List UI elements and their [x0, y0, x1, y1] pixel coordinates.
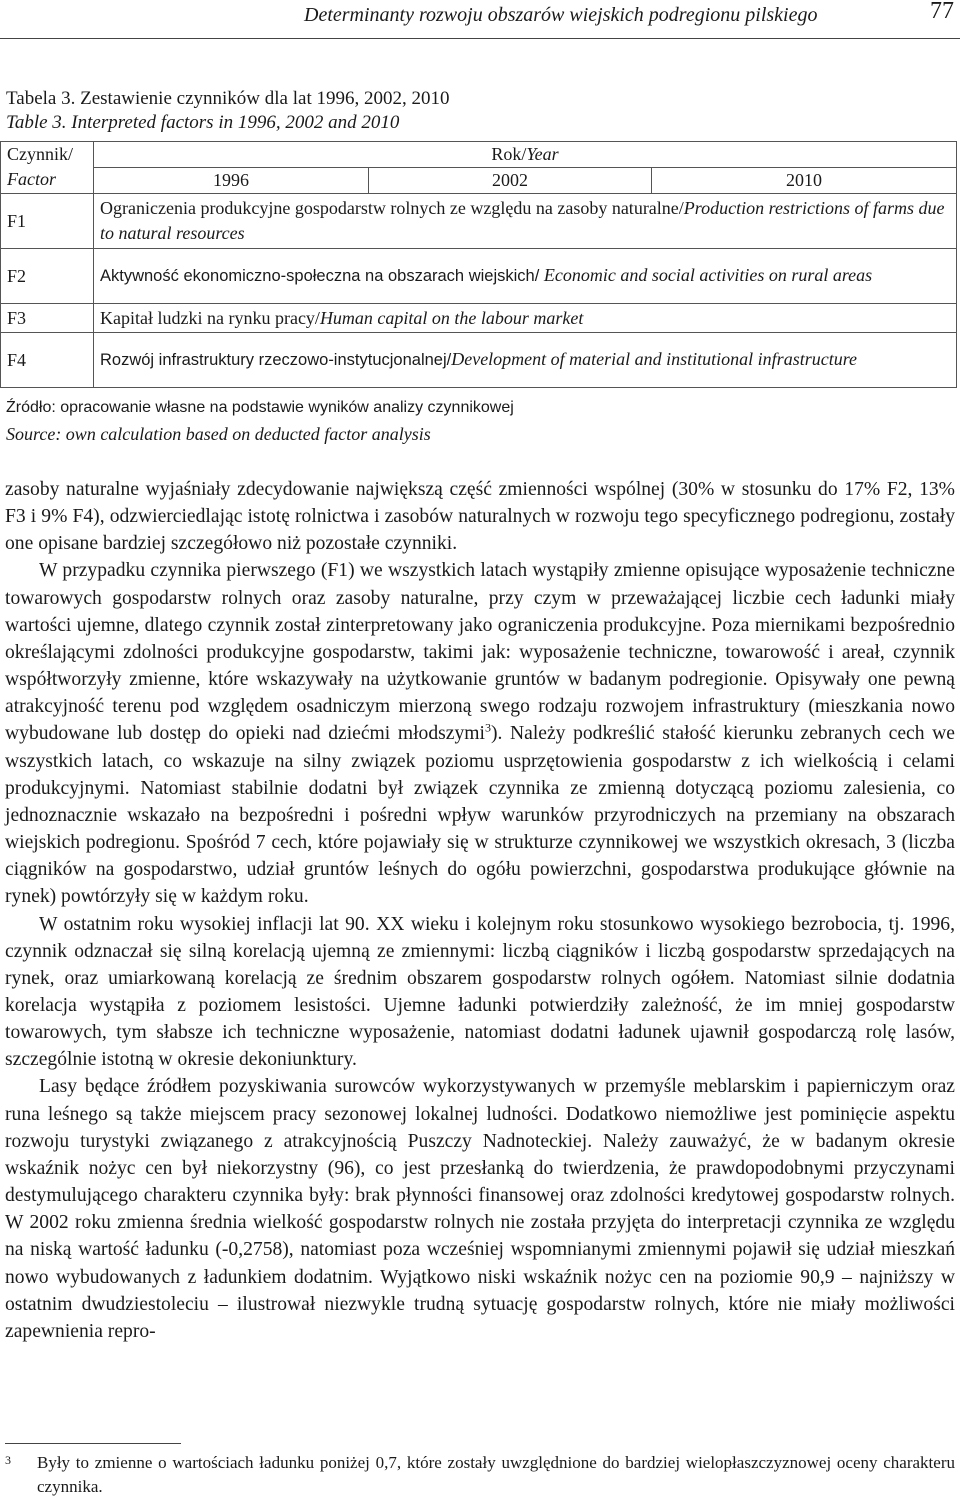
factor-id: F2 — [1, 249, 94, 304]
year-header-pl: Rok/ — [491, 144, 527, 164]
table-row — [1, 249, 957, 304]
year-header-cell — [94, 142, 957, 168]
paragraph: W ostatnim roku wysokiej inflacji lat 90. XX wieku i kolejnym roku stosunkowo wysokiego bezrobocia, tj. 1996, czynnik odznaczał się silną korelacją ujemną ze zmiennymi: liczbą ciągników i liczbą gospodarstw sprzedających na rynek, oraz umiarkowaną korelacją ze średnim obszarem gospodarstw rolnych ogółem. Natomiast silnie dodatnia korelacja wystąpiła z poziomem lesistości. Ujemne ładunki potwierdziły zależność, że im mniej gospodarstw towarowych, tym słabsze ich techniczne wyposażenie, natomiast dodatni ładunek ujawnił gospodarczą rolę lasów, szczególnie istotną w okresie dekoniunktury. — [5, 913, 955, 1071]
factor-desc-en: Human capital on the labour market — [319, 307, 584, 328]
year-cell: 2010 — [652, 168, 957, 194]
factor-description — [94, 249, 957, 304]
factor-header-pl: Czynnik/ — [7, 144, 73, 164]
factor-desc-pl: Aktywność ekonomiczno-społeczna na obszarach wiejskich/ — [100, 267, 544, 285]
table-row — [1, 333, 957, 388]
paragraph: Lasy będące źródłem pozyskiwania surowców wykorzystywanych w przemyśle meblarskim i papierniczym oraz runa leśnego są także miejscem pracy sezonowej lokalnej ludności. Dodatkowo niemożliwe jest pominięcie aspektu rozwoju turystyki związanego z atrakcyjnością Puszczy Nadnoteckiej. Należy zauważyć, że w badanym okresie wskaźnik nożyc cen był niekorzystny (96), co jest przesłanką do twierdzenia, że prawdopodobnymi przyczynami destymulującego charakteru czynnika były: brak płynności finansowej oraz zdolności kredytowej gospodarstw rolnych. W 2002 roku zmienna średnia wielkość gospodarstw rolnych nie została przyjęta do interpretacji czynnika ze względu na niską wartość ładunku (-0,2758), natomiast poza wcześniej wspomnianymi zmiennymi pojawił się udział mieszkań nowo wybudowanych z ładunkiem dodatnim. Wyjątkowo niski wskaźnik nożyc cen na poziomie 90,9 – najniższy w ostatnim dwudziestoleciu – ilustrował niezwykle trudną sytuację gospodarstw rolnych, które nie miały możliwości zapewnienia repro- — [5, 1076, 955, 1342]
body-text — [5, 476, 955, 1345]
factors-table — [0, 141, 957, 388]
factor-desc-pl: Rozwój infrastruktury rzeczowo-instytucjonalnej/ — [100, 351, 452, 369]
footnote-ref: 3 — [484, 720, 491, 735]
factor-desc-en: Production restrictions of farms due to natural resources — [100, 198, 945, 243]
table-row — [1, 304, 957, 333]
table-row — [1, 194, 957, 249]
factor-description — [94, 333, 957, 388]
paragraph-part: ). Należy podkreślić stałość kierunku zebranych cech we wszystkich latach, co wskazuje na silny związek poziomu usprzętowienia gospodarstw z ich wielkością i celami produkcyjnymi. Natomiast stabilnie dodatni był związek czynnika ze zmienną dotyczącą poziomu zalesienia, co jednoznacznie wskazało na bezpośredni i pośredni wpływ warunków przyrodniczych na przemiany na obszarach wiejskich podregionu. Spośród 7 cech, które pojawiały się w strukturze czynnikowej we wszystkich okresach, 3 (liczba ciągników na gospodarstwo, udział gruntów leśnych do ogółu powierzchni, gospodarstwa produkujące głównie na rynek) powtórzyły się w każdym roku. — [5, 723, 955, 908]
table-header-row — [1, 142, 957, 168]
table-caption-en: Table 3. Interpreted factors in 1996, 2002 and 2010 — [6, 112, 400, 133]
table-source-pl: Źródło: opracowanie własne na podstawie wyników analizy czynnikowej — [6, 399, 514, 416]
year-cell: 2002 — [369, 168, 652, 194]
page-number: 77 — [930, 0, 954, 24]
factor-description — [94, 194, 957, 249]
footnote — [5, 1451, 955, 1499]
table-source-en: Source: own calculation based on deducted factor analysis — [6, 424, 431, 444]
header-rule — [0, 38, 960, 39]
factor-desc-pl: Kapitał ludzki na rynku pracy/ — [100, 307, 320, 328]
factor-id: F4 — [1, 333, 94, 388]
paragraph: zasoby naturalne wyjaśniały zdecydowanie największą część zmienności wspólnej (30% w stosunku do 17% F2, 13% F3 i 9% F4), odzwierciedlając istotę rolnictwa i zasobów naturalnych w rozwoju tego specyficznego podregionu, zostały one opisane bardziej szczegółowo niż pozostałe czynniki. — [5, 479, 955, 555]
factor-id: F3 — [1, 304, 94, 333]
running-title: Determinanty rozwoju obszarów wiejskich podregionu pilskiego — [304, 4, 818, 26]
paragraph — [5, 557, 955, 910]
table-caption-pl: Tabela 3. Zestawienie czynników dla lat 1996, 2002, 2010 — [6, 88, 450, 109]
factor-description — [94, 304, 957, 333]
footnote-text: Były to zmienne o wartościach ładunku poniżej 0,7, które zostały uwzględnione do bardziej wielopłaszczyznowej oceny charakteru czynnika. — [37, 1453, 955, 1496]
factor-id: F1 — [1, 194, 94, 249]
year-header-en: Year — [526, 144, 559, 164]
factor-header-en: Factor — [7, 169, 56, 189]
factor-header-cell — [1, 142, 94, 194]
paragraph-part: W przypadku czynnika pierwszego (F1) we wszystkich latach wystąpiły zmienne opisujące wyposażenie techniczne towarowych gospodarstw rolnych oraz zasoby naturalne, przy czym w przeważającej liczbie cech ładunki miały wartości ujemne, dlatego czynnik został zinterpretowany jako ograniczenia produkcyjne. Poza miernikami bezpośrednio określającymi zdolności produkcyjne gospodarstw, takimi jak: wyposażenie techniczne, towarowość i areał, czynnik współtworzyły zmienne, które wskazywały na użytkowanie gruntów w badanym podregionie. Opisywały one pewną atrakcyjność terenu pod względem osadniczym mierzoną swego rodzaju rozwojem infrastruktury (mieszkania nowo wybudowane lub dostęp do opieki nad dziećmi młodszymi — [5, 560, 955, 745]
factor-desc-en: Economic and social activities on rural areas — [543, 265, 873, 285]
year-cell: 1996 — [94, 168, 369, 194]
page-header — [0, 0, 960, 36]
footnote-rule — [5, 1443, 181, 1444]
factor-desc-en: Development of material and institutional infrastructure — [451, 349, 858, 369]
footnote-mark: 3 — [5, 1453, 11, 1467]
factor-desc-pl: Ograniczenia produkcyjne gospodarstw rolnych ze względu na zasoby naturalne/ — [100, 198, 684, 218]
years-row — [1, 168, 957, 194]
